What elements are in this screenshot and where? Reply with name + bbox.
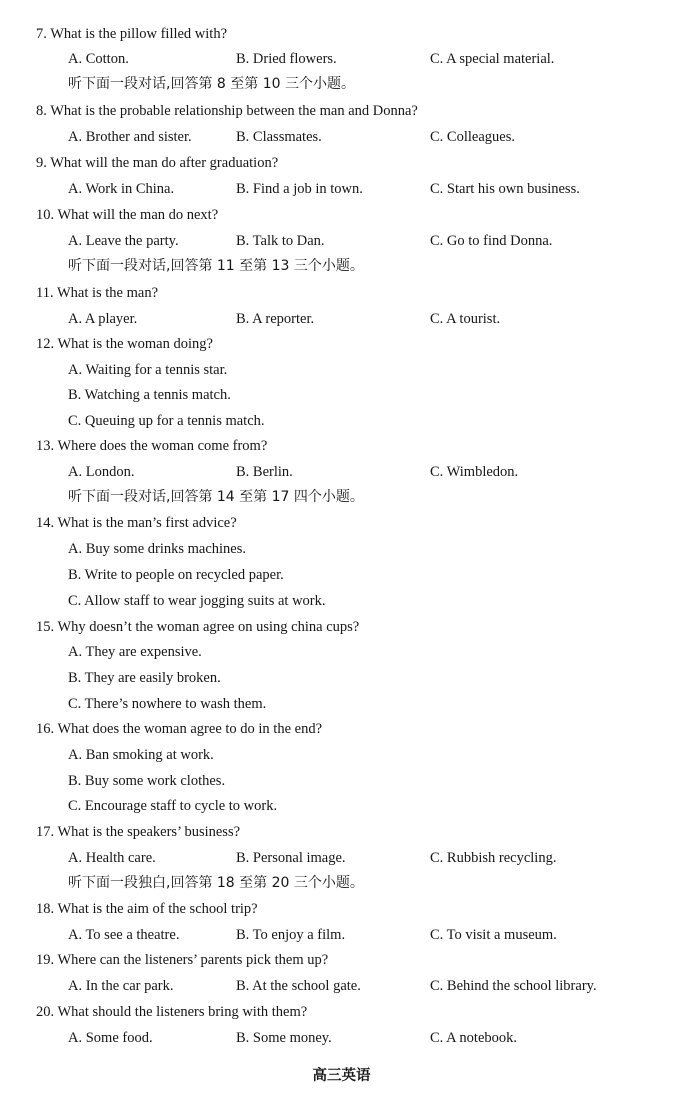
section-instruction: 听下面一段独白,回答第 18 至第 20 三个小题。 <box>68 875 364 891</box>
option-b: B. To enjoy a film. <box>236 927 346 943</box>
question-7-options <box>0 47 683 71</box>
question-13-stem: 13. Where does the woman come from? <box>36 438 268 454</box>
option-b: B. Write to people on recycled paper. <box>68 567 284 583</box>
question-8-options <box>0 125 683 149</box>
question-12-option-b <box>0 383 683 407</box>
question-9-options <box>0 177 683 201</box>
option-c: C. Wimbledon. <box>430 464 519 480</box>
option-a: A. Cotton. <box>68 51 129 67</box>
question-12-option-a <box>0 358 683 382</box>
option-a: A. Buy some drinks machines. <box>68 541 247 557</box>
option-b: B. Dried flowers. <box>236 51 337 67</box>
option-b: B. At the school gate. <box>236 978 361 994</box>
question-18-options <box>0 923 683 947</box>
question-11-options <box>0 307 683 331</box>
option-c: C. Queuing up for a tennis match. <box>68 413 265 429</box>
option-b: B. Watching a tennis match. <box>68 387 231 403</box>
option-a: A. London. <box>68 464 135 480</box>
option-a: A. Some food. <box>68 1030 153 1046</box>
section-instruction: 听下面一段对话,回答第 8 至第 10 三个小题。 <box>68 76 355 92</box>
page-footer: 高三英语 <box>312 1068 371 1084</box>
option-a: A. Work in China. <box>68 181 175 197</box>
option-a: A. To see a theatre. <box>68 927 180 943</box>
option-c: C. A tourist. <box>430 311 501 327</box>
question-18-stem: 18. What is the aim of the school trip? <box>36 901 258 917</box>
question-20-stem: 20. What should the listeners bring with them? <box>36 1004 308 1020</box>
question-8-stem: 8. What is the probable relationship between the man and Donna? <box>36 103 418 119</box>
section-instruction: 听下面一段对话,回答第 14 至第 17 四个小题。 <box>68 489 364 505</box>
option-c: C. A notebook. <box>430 1030 518 1046</box>
option-b: B. A reporter. <box>236 311 315 327</box>
option-c: C. To visit a museum. <box>430 927 557 943</box>
question-7-stem: 7. What is the pillow filled with? <box>36 26 228 42</box>
question-15-stem: 15. Why doesn’t the woman agree on using china cups? <box>36 619 360 635</box>
option-b: B. Buy some work clothes. <box>68 773 226 789</box>
question-12-option-c <box>0 409 683 433</box>
question-19-stem: 19. Where can the listeners’ parents pick them up? <box>36 952 329 968</box>
question-11-stem: 11. What is the man? <box>36 285 159 301</box>
question-17-options <box>0 846 683 870</box>
section-instruction: 听下面一段对话,回答第 11 至第 13 三个小题。 <box>68 258 364 274</box>
option-c: C. Behind the school library. <box>430 978 597 994</box>
option-c: C. Rubbish recycling. <box>430 850 557 866</box>
option-b: B. Classmates. <box>236 129 322 145</box>
option-c: C. A special material. <box>430 51 555 67</box>
option-b: B. Find a job in town. <box>236 181 363 197</box>
question-14-option-b <box>0 563 683 587</box>
option-c: C. Start his own business. <box>430 181 580 197</box>
option-a: A. Health care. <box>68 850 156 866</box>
option-a: A. Waiting for a tennis star. <box>68 362 228 378</box>
question-14-stem: 14. What is the man’s first advice? <box>36 515 237 531</box>
question-14-option-a <box>0 537 683 561</box>
question-9-stem: 9. What will the man do after graduation? <box>36 155 279 171</box>
question-10-stem: 10. What will the man do next? <box>36 207 219 223</box>
option-a: A. In the car park. <box>68 978 174 994</box>
question-13-options <box>0 460 683 484</box>
question-10-options <box>0 229 683 253</box>
option-a: A. Brother and sister. <box>68 129 192 145</box>
option-c: C. Encourage staff to cycle to work. <box>68 798 278 814</box>
option-c: C. Allow staff to wear jogging suits at work. <box>68 593 326 609</box>
option-b: B. They are easily broken. <box>68 670 221 686</box>
question-16-option-b <box>0 769 683 793</box>
question-20-options <box>0 1026 683 1050</box>
option-b: B. Some money. <box>236 1030 332 1046</box>
option-a: A. A player. <box>68 311 138 327</box>
option-a: A. They are expensive. <box>68 644 202 660</box>
option-b: B. Berlin. <box>236 464 293 480</box>
question-15-option-a <box>0 640 683 664</box>
question-15-option-b <box>0 666 683 690</box>
question-12-stem: 12. What is the woman doing? <box>36 336 213 352</box>
question-16-option-c <box>0 794 683 818</box>
question-17-stem: 17. What is the speakers’ business? <box>36 824 241 840</box>
option-a: A. Ban smoking at work. <box>68 747 214 763</box>
option-b: B. Talk to Dan. <box>236 233 325 249</box>
option-c: C. There’s nowhere to wash them. <box>68 696 267 712</box>
question-16-option-a <box>0 743 683 767</box>
option-a: A. Leave the party. <box>68 233 179 249</box>
question-16-stem: 16. What does the woman agree to do in the end? <box>36 721 323 737</box>
question-19-options <box>0 974 683 998</box>
option-c: C. Colleagues. <box>430 129 515 145</box>
question-15-option-c <box>0 692 683 716</box>
question-14-option-c <box>0 589 683 613</box>
option-c: C. Go to find Donna. <box>430 233 553 249</box>
option-b: B. Personal image. <box>236 850 346 866</box>
